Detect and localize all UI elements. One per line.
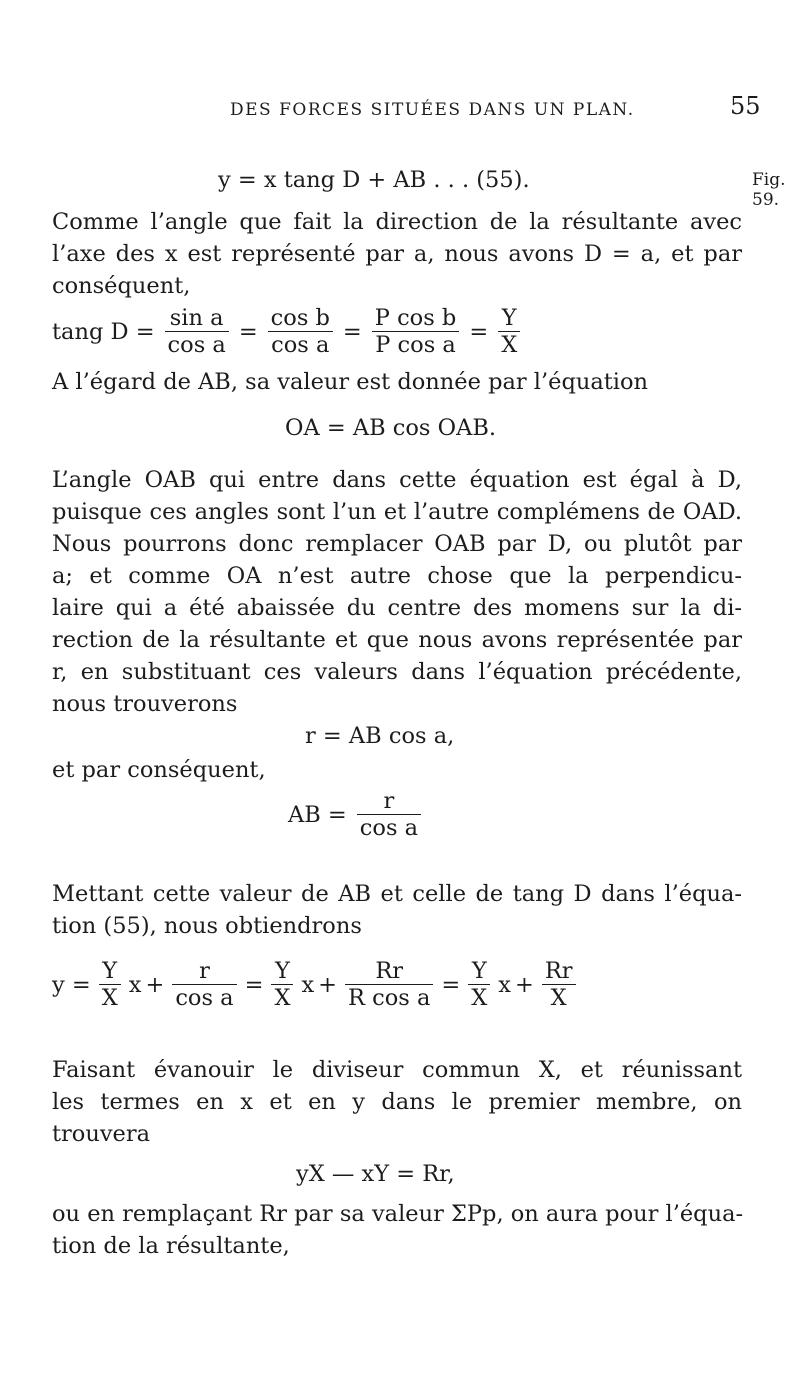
text-line: Mettant cette valeur de AB et celle de tang D dans l’équa-	[52, 881, 742, 907]
text-line: nous trouverons	[52, 691, 238, 717]
fraction	[498, 305, 520, 358]
equation-lhs: AB =	[288, 801, 347, 828]
text-line: ou en remplaçant Rr par sa valeur ΣPp, on aura pour l’équa-	[52, 1201, 744, 1227]
equation-lhs: tang D =	[52, 318, 155, 345]
fraction	[99, 958, 121, 1011]
fraction	[165, 305, 229, 358]
equals-sign: =	[238, 318, 258, 345]
equation-55: y = x tang D + AB . . . (55).	[218, 167, 530, 193]
running-title: DES FORCES SITUÉES DANS UN PLAN.	[230, 100, 635, 120]
variable-x: x	[301, 971, 315, 998]
numerator: Y	[99, 958, 121, 985]
text-line: l’axe des x est représenté par a, nous avons D = a, et par	[52, 241, 742, 267]
fraction	[271, 958, 293, 1011]
fraction	[172, 958, 236, 1011]
equals-sign: =	[244, 971, 264, 998]
equation-lhs: y =	[52, 971, 91, 998]
denominator: X	[501, 332, 518, 358]
y-equation	[52, 958, 580, 1011]
equals-sign: =	[342, 318, 362, 345]
r-equation: r = AB cos a,	[305, 723, 455, 749]
text-line: Comme l’angle que fait la direction de la résultante avec	[52, 209, 742, 235]
text-line: A l’égard de AB, sa valeur est donnée par l’équation	[52, 369, 649, 395]
variable-x: x	[498, 971, 511, 998]
page-number: 55	[730, 92, 761, 120]
equals-sign: =	[469, 318, 489, 345]
text-line: L’angle OAB qui entre dans cette équation est égal à D,	[52, 467, 742, 493]
text-line: Nous pourrons donc remplacer OAB par D, ou plutôt par	[52, 531, 742, 557]
text-line: et par conséquent,	[52, 757, 266, 783]
text-line: puisque ces angles sont l’un et l’autre complémens de OAD.	[52, 499, 742, 525]
numerator: Y	[468, 958, 490, 985]
fraction	[345, 958, 433, 1011]
fraction	[542, 958, 576, 1011]
numerator: cos b	[268, 305, 333, 332]
numerator: r	[172, 958, 236, 985]
text-line: conséquent,	[52, 273, 191, 299]
denominator: X	[550, 985, 567, 1011]
denominator: P cos a	[375, 332, 456, 358]
fraction	[372, 305, 460, 358]
fraction	[468, 958, 490, 1011]
text-line: laire qui a été abaissée du centre des momens sur la di-	[52, 595, 742, 621]
denominator: X	[101, 985, 118, 1011]
denominator: X	[274, 985, 291, 1011]
fraction	[357, 788, 421, 841]
denominator: cos a	[175, 985, 234, 1011]
denominator: R cos a	[348, 985, 431, 1011]
variable-x: x	[128, 971, 142, 998]
text-line: r, en substituant ces valeurs dans l’équation précédente,	[52, 659, 742, 685]
text-line: tion (55), nous obtiendrons	[52, 913, 362, 939]
numerator: Y	[498, 305, 520, 332]
yx-equation: yX — xY = Rr,	[296, 1161, 455, 1187]
text-line: Faisant évanouir le diviseur commun X, et réunissant	[52, 1057, 742, 1083]
text-line: tion de la résultante,	[52, 1233, 290, 1259]
numerator: Y	[271, 958, 293, 985]
oa-equation: OA = AB cos OAB.	[285, 415, 497, 441]
numerator: Rr	[345, 958, 433, 985]
numerator: sin a	[165, 305, 229, 332]
plus-sign: +	[514, 971, 534, 998]
text-line: les termes en x et en y dans le premier membre, on	[52, 1089, 742, 1115]
denominator: cos a	[167, 332, 226, 358]
text-line: rection de la résultante et que nous avons représentée par	[52, 627, 742, 653]
equals-sign: =	[441, 971, 461, 998]
figure-reference: Fig. 59.	[752, 170, 786, 210]
numerator: r	[357, 788, 421, 815]
tangent-equation	[52, 305, 524, 358]
numerator: Rr	[542, 958, 576, 985]
numerator: P cos b	[372, 305, 460, 332]
ab-equation	[288, 788, 425, 841]
plus-sign: +	[318, 971, 338, 998]
fraction	[268, 305, 333, 358]
denominator: cos a	[271, 332, 330, 358]
denominator: X	[471, 985, 488, 1011]
text-line: trouvera	[52, 1121, 151, 1147]
denominator: cos a	[359, 815, 419, 841]
plus-sign: +	[145, 971, 165, 998]
text-line: a; et comme OA n’est autre chose que la perpendicu-	[52, 563, 742, 589]
